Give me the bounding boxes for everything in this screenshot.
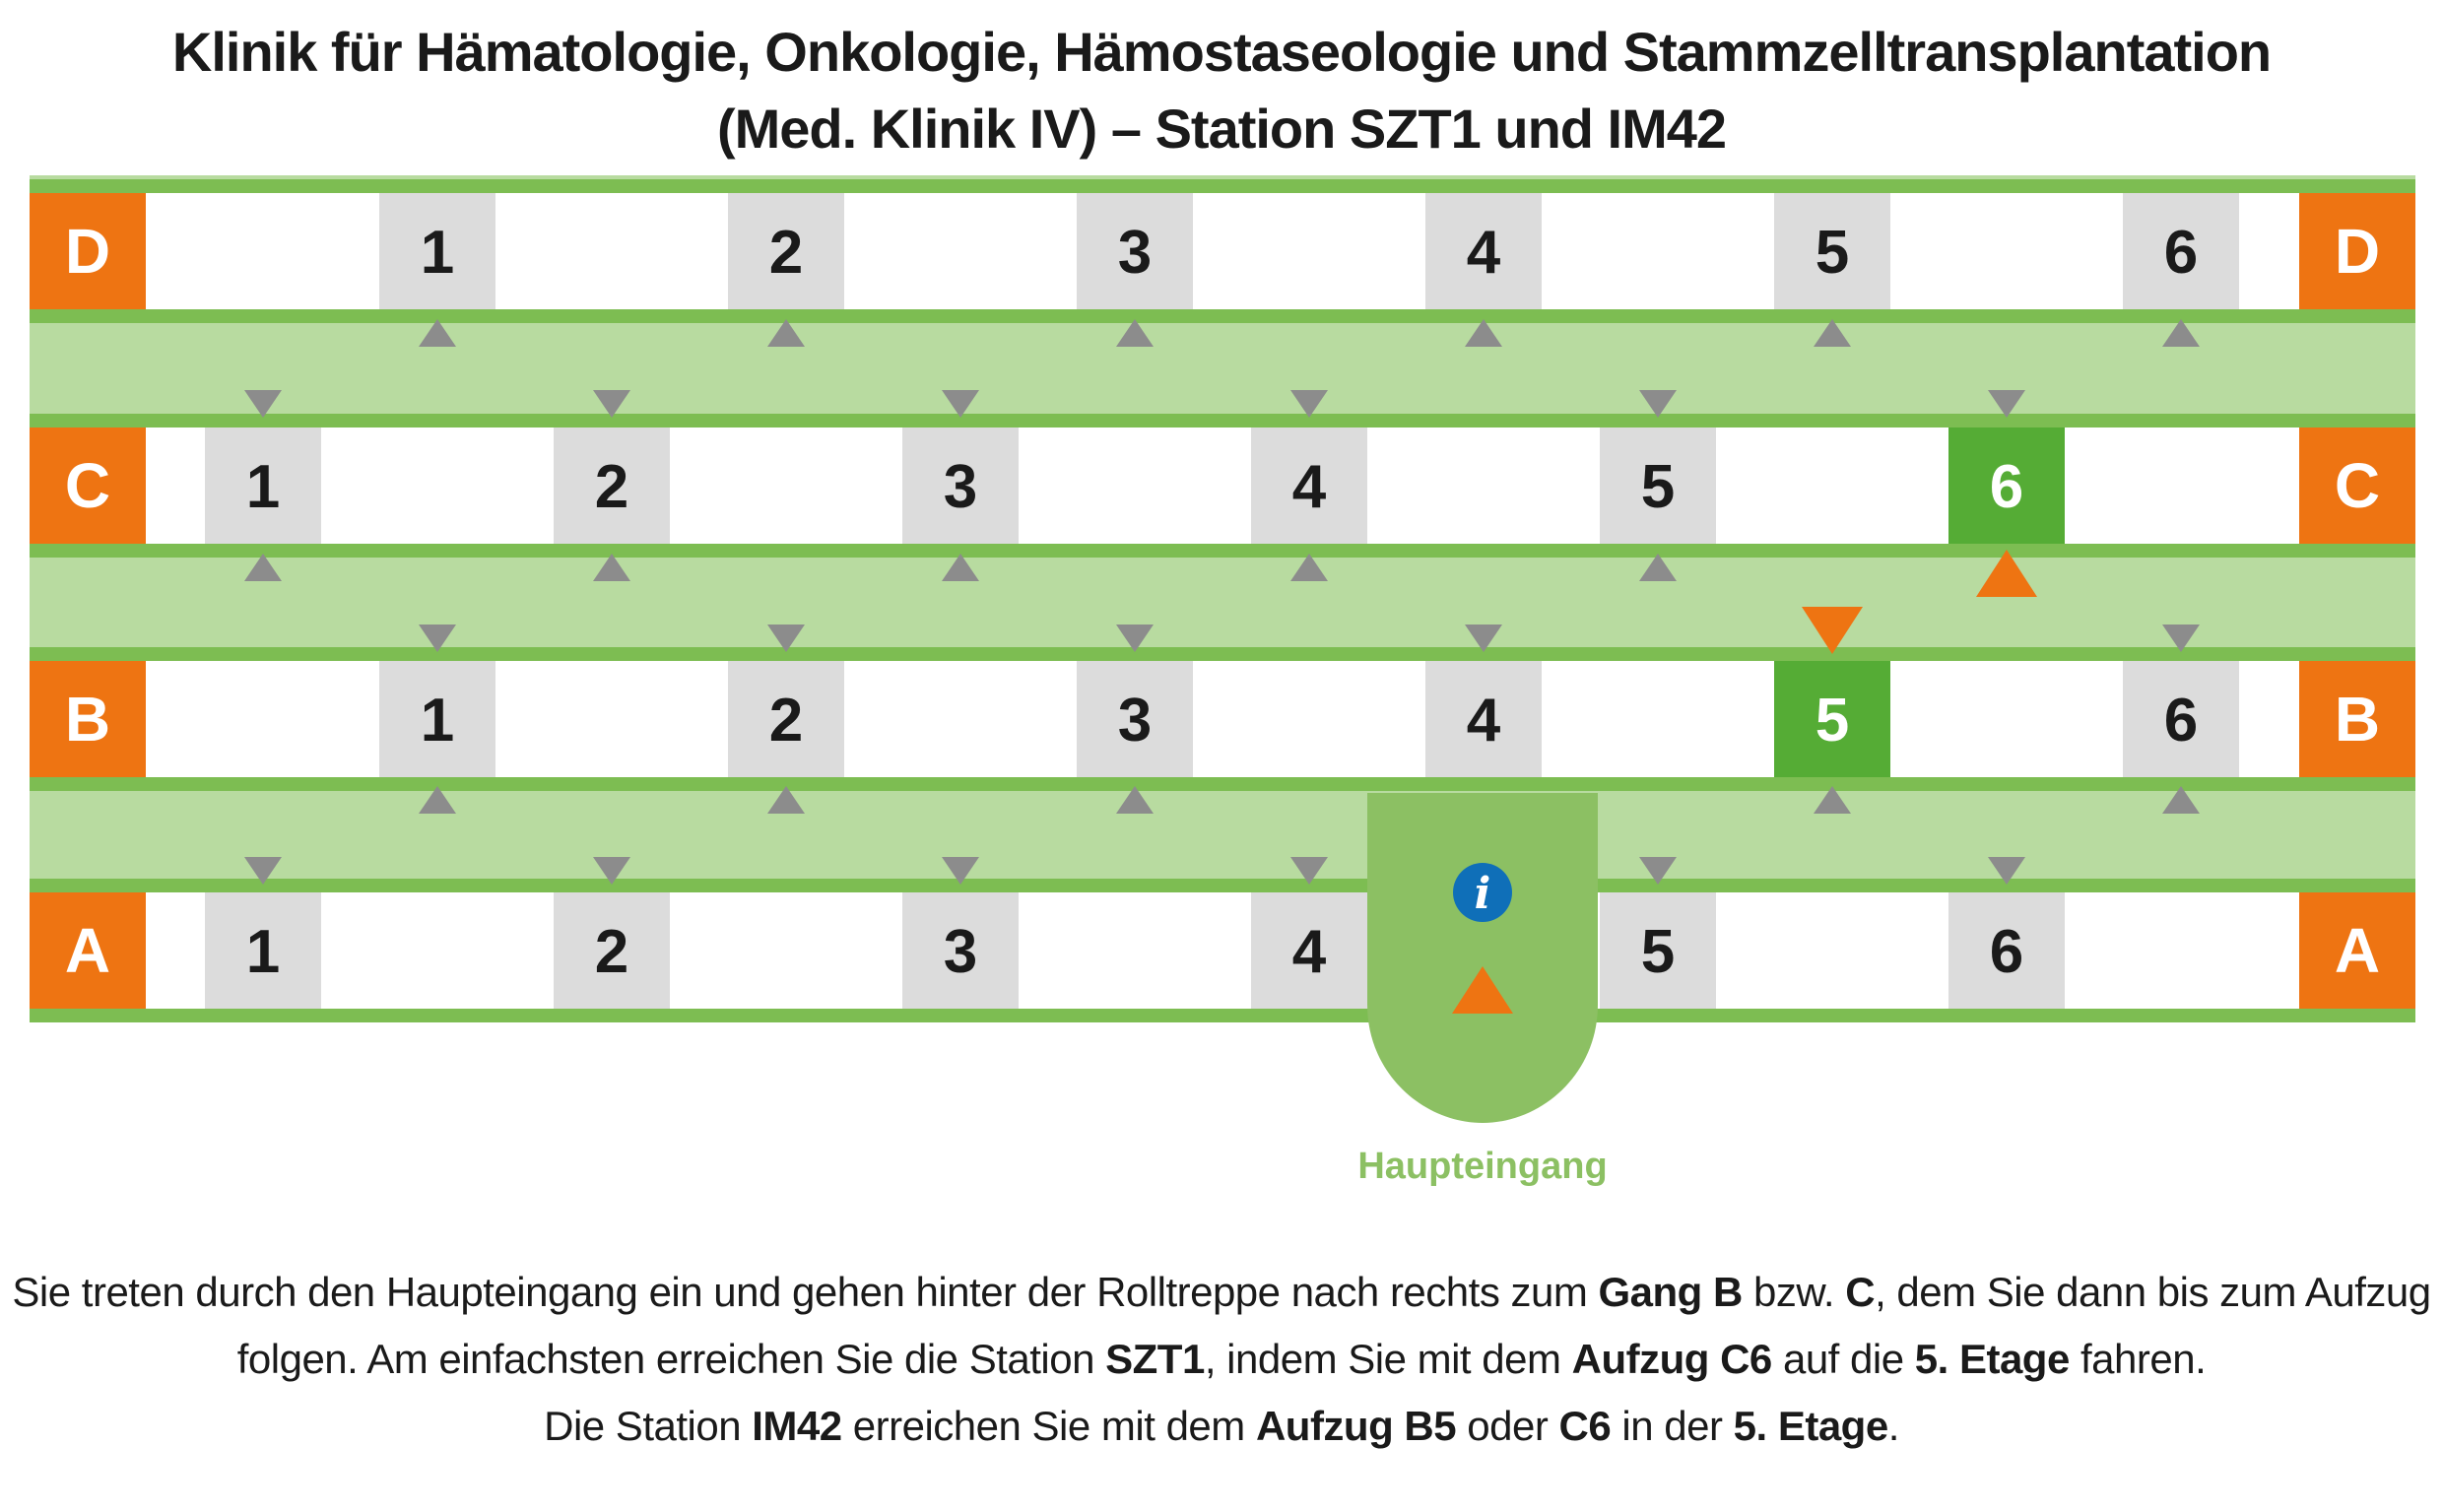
elevator-number: 2	[594, 918, 629, 986]
description-line-1	[0, 1269, 2443, 1316]
corridor-border	[30, 414, 2415, 427]
elevator-number: 5	[1640, 918, 1676, 986]
description-text: oder	[1456, 1403, 1559, 1449]
elevator-number: 6	[1989, 918, 2024, 986]
elevator-number: 2	[768, 219, 804, 287]
elevator-number: 6	[1989, 453, 2024, 521]
corridor-border	[30, 777, 2415, 791]
corridor-label-d-left: D	[64, 216, 111, 287]
corridor-label-a-left: A	[64, 915, 111, 986]
corridor-border	[30, 1009, 2415, 1022]
entrance-area-shape	[1367, 793, 1598, 1123]
elevator-number: 6	[2163, 219, 2199, 287]
corridor-label-b-right: B	[2334, 684, 2381, 755]
elevator-number: 4	[1466, 219, 1501, 287]
elevator-number: 6	[2163, 687, 2199, 755]
elevator-number: 4	[1466, 687, 1501, 755]
description-text: erreichen Sie mit dem	[841, 1403, 1256, 1449]
description-emphasis: 5. Etage	[1914, 1336, 2070, 1382]
description-emphasis: Gang B	[1598, 1269, 1743, 1315]
elevator-number: 4	[1291, 453, 1327, 521]
elevator-number: 2	[594, 453, 629, 521]
elevator-number: 5	[1815, 219, 1850, 287]
description-text: bzw.	[1742, 1269, 1846, 1315]
description-emphasis: Aufzug C6	[1571, 1336, 1772, 1382]
corridor-border	[30, 309, 2415, 323]
elevator-number: 1	[245, 453, 281, 521]
page-title: Klinik für Hämatologie, Onkologie, Hämostaseologie und Stammzelltransplantation	[171, 21, 2272, 83]
description-text: Die Station	[544, 1403, 753, 1449]
description-text: , indem Sie mit dem	[1204, 1336, 1572, 1382]
info-icon-glyph: i	[1474, 869, 1491, 919]
elevator-number: 5	[1815, 687, 1850, 755]
description-emphasis: C6	[1558, 1403, 1612, 1449]
description-text: Sie treten durch den Haupteingang ein und gehen hinter der Rolltreppe nach rechts zum	[12, 1269, 1599, 1315]
description-text: folgen. Am einfachsten erreichen Sie die Station	[236, 1336, 1106, 1382]
description-emphasis: C	[1845, 1269, 1876, 1315]
description-emphasis: SZT1	[1105, 1336, 1205, 1382]
description-text: .	[1887, 1403, 1899, 1449]
corridor-label-a-right: A	[2334, 915, 2381, 986]
info-layer	[1453, 863, 1512, 922]
page-subtitle: (Med. Klinik IV) – Station SZT1 und IM42	[716, 98, 1727, 160]
elevator-number: 5	[1640, 453, 1676, 521]
elevator-number: 3	[1117, 687, 1153, 755]
description-emphasis: 5. Etage	[1733, 1403, 1888, 1449]
description-text: in der	[1611, 1403, 1734, 1449]
elevator-number: 4	[1291, 918, 1327, 986]
elevator-number: 3	[943, 453, 978, 521]
elevator-number: 1	[420, 687, 455, 755]
corridor-label-d-right: D	[2334, 216, 2381, 287]
elevator-number: 1	[245, 918, 281, 986]
elevator-number: 2	[768, 687, 804, 755]
corridor-border	[30, 179, 2415, 193]
corridor-border	[30, 544, 2415, 558]
elevator-number: 1	[420, 219, 455, 287]
entrance-label: Haupteingang	[1357, 1146, 1608, 1187]
description-text: auf die	[1771, 1336, 1915, 1382]
corridor-label-c-right: C	[2334, 450, 2381, 521]
elevator-number: 3	[1117, 219, 1153, 287]
corridor-border	[30, 879, 2415, 892]
corridor-label-b-left: B	[64, 684, 111, 755]
corridor-border	[30, 647, 2415, 661]
corridor-label-c-left: C	[64, 450, 111, 521]
description-emphasis: Aufzug B5	[1255, 1403, 1457, 1449]
description-line-3	[0, 1403, 2443, 1450]
description-text: , dem Sie dann bis zum Aufzug	[1875, 1269, 2431, 1315]
elevator-number: 3	[943, 918, 978, 986]
description-emphasis: IM42	[752, 1403, 842, 1449]
description-text: fahren.	[2069, 1336, 2207, 1382]
description-line-2	[0, 1336, 2443, 1383]
